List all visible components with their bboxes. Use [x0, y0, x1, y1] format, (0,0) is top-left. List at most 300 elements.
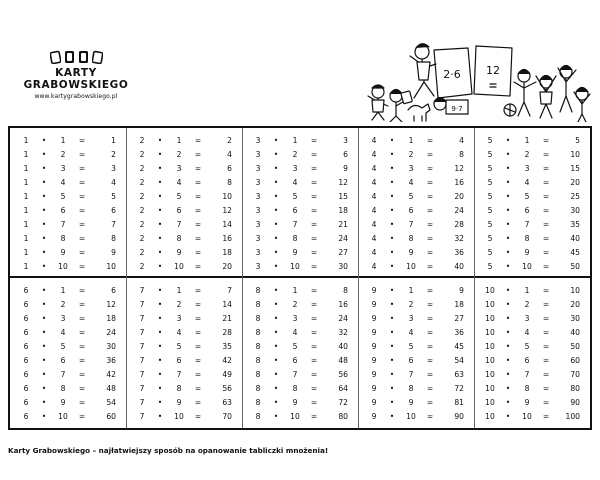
equals-sign: =: [542, 356, 550, 365]
factor-a: 10: [485, 398, 495, 407]
product: 6: [227, 164, 232, 173]
product: 20: [454, 192, 464, 201]
equals-sign: =: [426, 206, 434, 215]
multiply-sign: •: [41, 192, 47, 201]
multiply-sign: •: [389, 220, 395, 229]
table-row: [474, 148, 590, 162]
equals-sign: =: [194, 286, 202, 295]
equals-sign: =: [78, 192, 86, 201]
table-row: [358, 382, 474, 396]
product: 16: [454, 178, 464, 187]
factor-b: 1: [524, 286, 530, 295]
table-row: [10, 176, 126, 190]
table-row: [126, 162, 242, 176]
factor-b: 7: [292, 370, 298, 379]
factor-b: 7: [408, 370, 414, 379]
multiply-sign: •: [41, 370, 47, 379]
product: 24: [338, 234, 348, 243]
equals-sign: =: [310, 248, 318, 257]
factor-b: 5: [408, 192, 414, 201]
table-row: [242, 162, 358, 176]
factor-b: 8: [60, 384, 66, 393]
product: 10: [570, 286, 580, 295]
table-row: [10, 260, 126, 274]
multiply-sign: •: [505, 164, 511, 173]
product: 36: [106, 356, 116, 365]
equals-sign: =: [194, 150, 202, 159]
factor-a: 1: [23, 136, 29, 145]
product: 27: [454, 314, 464, 323]
equals-sign: =: [426, 164, 434, 173]
product: 30: [570, 314, 580, 323]
multiply-sign: •: [505, 314, 511, 323]
factor-a: 9: [371, 384, 377, 393]
factor-b: 6: [408, 356, 414, 365]
multiply-sign: •: [389, 384, 395, 393]
product: 36: [454, 248, 464, 257]
equals-sign: =: [310, 178, 318, 187]
multiply-sign: •: [41, 262, 47, 271]
multiply-sign: •: [273, 286, 279, 295]
factor-a: 5: [487, 178, 493, 187]
factor-a: 8: [255, 314, 261, 323]
table-row: [358, 396, 474, 410]
multiply-sign: •: [389, 412, 395, 421]
equals-sign: =: [426, 192, 434, 201]
factor-b: 3: [408, 314, 414, 323]
factor-a: 1: [23, 178, 29, 187]
equals-sign: =: [542, 314, 550, 323]
multiply-sign: •: [389, 150, 395, 159]
factor-b: 9: [292, 248, 298, 257]
equals-sign: =: [542, 206, 550, 215]
product: 36: [454, 328, 464, 337]
multiply-sign: •: [389, 370, 395, 379]
factor-b: 9: [176, 398, 182, 407]
factor-a: 10: [485, 328, 495, 337]
table-row: [474, 340, 590, 354]
product: 54: [106, 398, 116, 407]
multiply-sign: •: [505, 178, 511, 187]
table-row: [358, 410, 474, 424]
factor-b: 8: [292, 384, 298, 393]
product: 21: [338, 220, 348, 229]
kids-illustration: [364, 40, 592, 122]
factor-a: 9: [371, 328, 377, 337]
factor-b: 2: [292, 300, 298, 309]
factor-b: 7: [176, 370, 182, 379]
multiply-sign: •: [273, 192, 279, 201]
factor-b: 3: [60, 164, 66, 173]
brand-url[interactable]: www.kartygrabowskiego.pl: [34, 93, 118, 100]
multiply-sign: •: [505, 286, 511, 295]
factor-a: 4: [371, 248, 377, 257]
factor-a: 8: [255, 412, 261, 421]
equals-sign: =: [310, 206, 318, 215]
factor-b: 6: [60, 206, 66, 215]
table-row: [358, 232, 474, 246]
equals-sign: =: [426, 314, 434, 323]
factor-a: 2: [139, 178, 145, 187]
table-row: [474, 134, 590, 148]
factor-b: 6: [176, 356, 182, 365]
equals-sign: =: [194, 314, 202, 323]
product: 40: [454, 262, 464, 271]
table-row: [242, 176, 358, 190]
product: 14: [222, 300, 232, 309]
multiply-sign: •: [157, 136, 163, 145]
factor-b: 4: [524, 328, 530, 337]
factor-a: 6: [23, 398, 29, 407]
multiply-sign: •: [41, 300, 47, 309]
equals-sign: =: [78, 248, 86, 257]
factor-a: 1: [23, 150, 29, 159]
factor-a: 10: [485, 370, 495, 379]
factor-a: 5: [487, 220, 493, 229]
equals-sign: =: [310, 136, 318, 145]
product: 70: [570, 370, 580, 379]
factor-a: 5: [487, 262, 493, 271]
factor-a: 5: [487, 136, 493, 145]
equals-sign: =: [310, 328, 318, 337]
multiply-sign: •: [41, 286, 47, 295]
multiply-sign: •: [389, 248, 395, 257]
factor-a: 6: [23, 370, 29, 379]
factor-a: 3: [255, 178, 261, 187]
equals-sign: =: [310, 234, 318, 243]
factor-b: 9: [60, 248, 66, 257]
multiply-sign: •: [41, 412, 47, 421]
multiply-sign: •: [41, 178, 47, 187]
multiply-sign: •: [505, 412, 511, 421]
factor-a: 8: [255, 286, 261, 295]
table-row: [474, 162, 590, 176]
table-row: [126, 134, 242, 148]
equals-sign: =: [426, 220, 434, 229]
equals-sign: =: [542, 192, 550, 201]
equals-sign: =: [194, 300, 202, 309]
product: 7: [227, 286, 232, 295]
equals-sign: =: [194, 206, 202, 215]
table-divider: [10, 276, 590, 278]
factor-a: 4: [371, 192, 377, 201]
multiply-sign: •: [273, 370, 279, 379]
factor-b: 9: [524, 398, 530, 407]
multiply-sign: •: [157, 262, 163, 271]
factor-b: 2: [176, 150, 182, 159]
multiply-sign: •: [273, 150, 279, 159]
factor-a: 6: [23, 384, 29, 393]
factor-a: 8: [255, 370, 261, 379]
product: 28: [222, 328, 232, 337]
multiply-sign: •: [389, 356, 395, 365]
factor-b: 7: [292, 220, 298, 229]
product: 4: [111, 178, 116, 187]
factor-b: 1: [292, 286, 298, 295]
table-row: [126, 368, 242, 382]
factor-b: 9: [408, 398, 414, 407]
product: 8: [459, 150, 464, 159]
factor-b: 1: [176, 286, 182, 295]
multiply-sign: •: [41, 234, 47, 243]
multiply-sign: •: [41, 206, 47, 215]
factor-a: 3: [255, 136, 261, 145]
product: 32: [454, 234, 464, 243]
table-row: [10, 396, 126, 410]
factor-a: 7: [139, 314, 145, 323]
factor-a: 9: [371, 286, 377, 295]
equals-sign: =: [310, 262, 318, 271]
equals-sign: =: [78, 286, 86, 295]
equals-sign: =: [78, 164, 86, 173]
factor-a: 3: [255, 164, 261, 173]
equals-sign: =: [542, 300, 550, 309]
factor-a: 10: [485, 314, 495, 323]
factor-a: 2: [139, 150, 145, 159]
table-row: [242, 284, 358, 298]
factor-a: 5: [487, 248, 493, 257]
factor-a: 5: [487, 150, 493, 159]
factor-b: 4: [176, 178, 182, 187]
product: 63: [222, 398, 232, 407]
table-row: [242, 326, 358, 340]
factor-b: 8: [176, 234, 182, 243]
multiply-sign: •: [273, 234, 279, 243]
factor-a: 4: [371, 220, 377, 229]
product: 24: [106, 328, 116, 337]
table-row: [242, 312, 358, 326]
multiply-sign: •: [273, 342, 279, 351]
factor-a: 10: [485, 356, 495, 365]
equals-sign: =: [426, 286, 434, 295]
table-row: [242, 298, 358, 312]
product: 50: [570, 342, 580, 351]
factor-b: 4: [292, 328, 298, 337]
factor-a: 1: [23, 164, 29, 173]
equals-sign: =: [194, 234, 202, 243]
factor-b: 10: [174, 412, 184, 421]
factor-b: 3: [292, 314, 298, 323]
product: 12: [454, 164, 464, 173]
equals-sign: =: [426, 342, 434, 351]
equals-sign: =: [426, 178, 434, 187]
equals-sign: =: [426, 248, 434, 257]
table-row: [10, 232, 126, 246]
product: 3: [111, 164, 116, 173]
table-row: [474, 176, 590, 190]
product: 15: [338, 192, 348, 201]
footer-tagline: Karty Grabowskiego – najłatwiejszy sposób na opanowanie tabliczki mnożenia!: [8, 446, 329, 455]
equals-sign: =: [426, 384, 434, 393]
factor-a: 4: [371, 206, 377, 215]
table-row: [358, 298, 474, 312]
table-row: [358, 246, 474, 260]
factor-a: 9: [371, 314, 377, 323]
product: 2: [227, 136, 232, 145]
multiply-sign: •: [389, 178, 395, 187]
factor-a: 10: [485, 412, 495, 421]
table-row: [358, 354, 474, 368]
factor-a: 6: [23, 286, 29, 295]
multiply-sign: •: [389, 164, 395, 173]
product: 6: [111, 286, 116, 295]
factor-b: 9: [60, 398, 66, 407]
multiply-sign: •: [389, 234, 395, 243]
table-row: [126, 410, 242, 424]
equals-sign: =: [310, 398, 318, 407]
multiply-sign: •: [505, 248, 511, 257]
product: 6: [111, 206, 116, 215]
table-row: [358, 190, 474, 204]
factor-b: 3: [408, 164, 414, 173]
table-row: [474, 218, 590, 232]
factor-b: 8: [176, 384, 182, 393]
product: 64: [338, 384, 348, 393]
cards-icon: [18, 50, 134, 64]
table-row: [242, 204, 358, 218]
equals-sign: =: [194, 136, 202, 145]
product: 90: [454, 412, 464, 421]
factor-a: 4: [371, 150, 377, 159]
equals-sign: =: [78, 220, 86, 229]
table-row: [10, 148, 126, 162]
product: 56: [338, 370, 348, 379]
multiply-sign: •: [157, 192, 163, 201]
product: 7: [111, 220, 116, 229]
equals-sign: =: [542, 220, 550, 229]
product: 56: [222, 384, 232, 393]
factor-b: 7: [60, 220, 66, 229]
table-row: [242, 368, 358, 382]
multiply-sign: •: [505, 234, 511, 243]
factor-a: 7: [139, 398, 145, 407]
multiply-sign: •: [505, 370, 511, 379]
product: 100: [565, 412, 580, 421]
factor-a: 6: [23, 412, 29, 421]
factor-b: 4: [524, 178, 530, 187]
equals-sign: =: [542, 178, 550, 187]
product: 5: [575, 136, 580, 145]
multiply-sign: •: [273, 178, 279, 187]
table-row: [474, 354, 590, 368]
multiply-sign: •: [157, 234, 163, 243]
equals-sign: =: [194, 398, 202, 407]
equals-sign: =: [542, 328, 550, 337]
equals-sign: =: [310, 314, 318, 323]
table-row: [242, 260, 358, 274]
product: 72: [454, 384, 464, 393]
table-row: [10, 218, 126, 232]
product: 45: [570, 248, 580, 257]
table-row: [474, 284, 590, 298]
equals-sign: =: [194, 384, 202, 393]
factor-b: 10: [290, 412, 300, 421]
product: 60: [570, 356, 580, 365]
multiply-sign: •: [273, 300, 279, 309]
multiply-sign: •: [41, 356, 47, 365]
factor-b: 1: [408, 136, 414, 145]
equals-sign: =: [78, 136, 86, 145]
equals-sign: =: [194, 356, 202, 365]
equals-sign: =: [78, 234, 86, 243]
factor-b: 4: [176, 328, 182, 337]
product: 63: [454, 370, 464, 379]
factor-a: 7: [139, 412, 145, 421]
factor-a: 6: [23, 356, 29, 365]
table-row: [126, 246, 242, 260]
multiply-sign: •: [389, 206, 395, 215]
multiply-sign: •: [157, 384, 163, 393]
multiply-sign: •: [273, 164, 279, 173]
table-row: [242, 410, 358, 424]
factor-b: 1: [292, 136, 298, 145]
product: 42: [106, 370, 116, 379]
table-row: [10, 382, 126, 396]
multiply-sign: •: [41, 398, 47, 407]
equals-sign: =: [194, 164, 202, 173]
factor-a: 7: [139, 370, 145, 379]
table-row: [242, 340, 358, 354]
brand-logo: [18, 50, 134, 100]
product: 50: [570, 262, 580, 271]
factor-a: 8: [255, 384, 261, 393]
card-right-text: 12: [486, 64, 500, 77]
multiply-sign: •: [273, 328, 279, 337]
table-row: [10, 190, 126, 204]
factor-a: 2: [139, 136, 145, 145]
table-row: [10, 326, 126, 340]
multiply-sign: •: [389, 300, 395, 309]
factor-b: 6: [408, 206, 414, 215]
table-row: [474, 298, 590, 312]
equals-sign: =: [78, 370, 86, 379]
table-row: [474, 396, 590, 410]
product: 12: [106, 300, 116, 309]
table-row: [242, 246, 358, 260]
factor-b: 2: [60, 150, 66, 159]
table-row: [10, 298, 126, 312]
factor-b: 4: [60, 178, 66, 187]
factor-b: 5: [176, 342, 182, 351]
multiply-sign: •: [157, 314, 163, 323]
multiply-sign: •: [157, 300, 163, 309]
factor-b: 1: [408, 286, 414, 295]
multiply-sign: •: [389, 398, 395, 407]
equals-sign: =: [542, 286, 550, 295]
factor-a: 3: [255, 192, 261, 201]
factor-a: 2: [139, 164, 145, 173]
factor-b: 10: [522, 262, 532, 271]
multiply-sign: •: [505, 384, 511, 393]
product: 4: [459, 136, 464, 145]
table-row: [358, 260, 474, 274]
factor-a: 8: [255, 342, 261, 351]
multiply-sign: •: [273, 398, 279, 407]
table-row: [10, 354, 126, 368]
multiply-sign: •: [505, 398, 511, 407]
factor-a: 3: [255, 206, 261, 215]
equals-sign: =: [542, 262, 550, 271]
factor-b: 5: [60, 342, 66, 351]
equals-sign: =: [194, 412, 202, 421]
multiply-sign: •: [41, 150, 47, 159]
multiply-sign: •: [273, 314, 279, 323]
factor-b: 7: [524, 220, 530, 229]
table-row: [10, 368, 126, 382]
product: 30: [106, 342, 116, 351]
factor-a: 2: [139, 234, 145, 243]
equals-sign: =: [78, 314, 86, 323]
